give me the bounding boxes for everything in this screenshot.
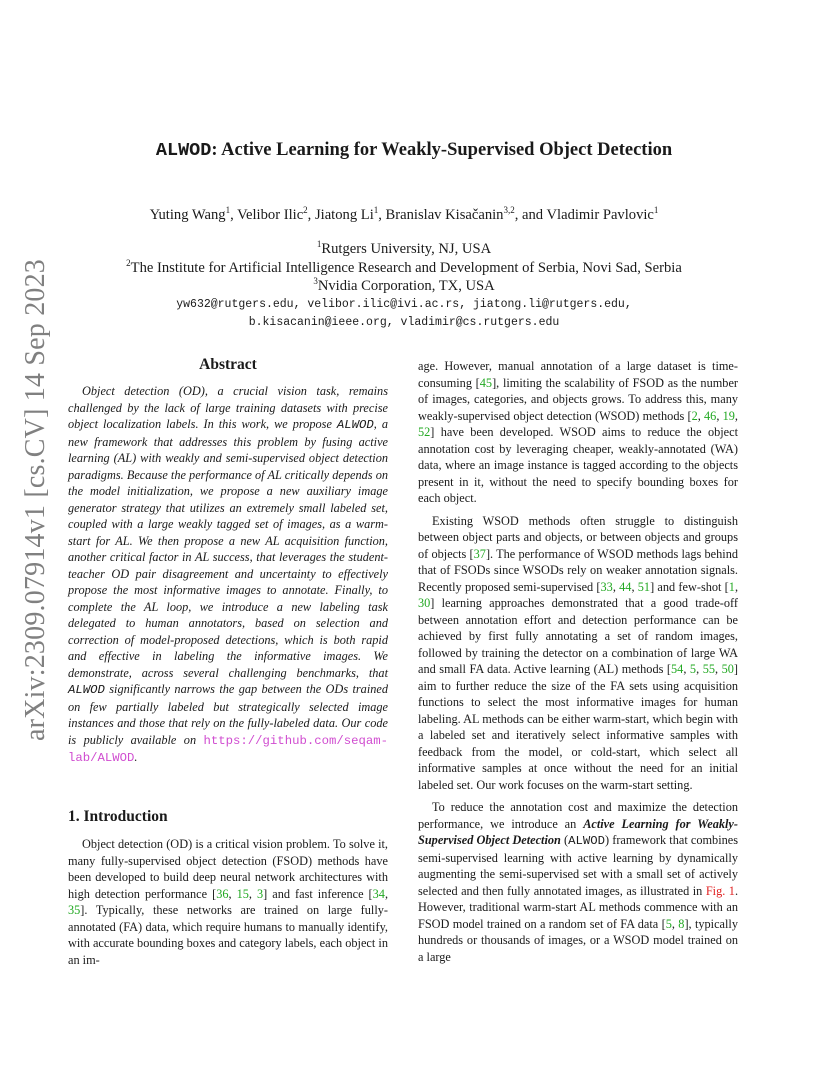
- code-repo-link[interactable]: https://github.com/seqam-lab/ALWOD: [68, 733, 388, 765]
- citation-link[interactable]: 2: [691, 408, 698, 423]
- right-column: [418, 358, 738, 971]
- citation-link[interactable]: 35: [68, 903, 81, 917]
- citation-group: 1, 30: [418, 579, 739, 610]
- affiliation-2: $^2$The Institute for Artificial Intelligence Research and Development of Serbia, Novi Sad, Serbia: [126, 258, 682, 276]
- citation-link[interactable]: 52: [418, 425, 431, 439]
- author-5: Vladimir Pavlovic$^1$: [546, 205, 659, 223]
- citation-link[interactable]: 3: [256, 886, 264, 901]
- citation-link[interactable]: 1: [728, 579, 735, 594]
- author-emails-line-2: b.kisacanin@ieee.org, vladimir@cs.rutgers.edu: [248, 316, 560, 329]
- citation-link[interactable]: 50: [721, 662, 734, 676]
- author-3: Jiatong Li$^1$,: [314, 205, 386, 223]
- citation-link[interactable]: 51: [637, 579, 651, 594]
- citation-group: [474, 547, 486, 561]
- citation-group: 34, 35: [68, 886, 389, 917]
- paragraph-wsod: age. However, manual annotation of a large dataset is time-consuming [45], limiting the scalability of FSOD as the number of images, categories, and objects grows. To address this, many weakly-supervised object detection (WSOD) methods [2, 46, 19, 52] have been developed. WSOD aims to reduce the object annotation cost by leveraging cheaper, weakly-annotated (WA) data, where an image instance is tagged according to the objects present in it, without the need to specify bounding boxes for each object.: [418, 359, 738, 505]
- author-4: Branislav Kisačanin$^{3,2}$, and: [385, 205, 547, 223]
- citation-group: 2, 46, 19, 52: [418, 408, 738, 439]
- section-heading-introduction: 1. Introduction: [68, 808, 168, 825]
- abstract-heading: Abstract: [199, 356, 257, 373]
- citation-link[interactable]: 34: [372, 886, 385, 901]
- paragraph-alwod-intro: To reduce the annotation cost and maximize the detection performance, we introduce an Active Learning for Weakly-Supervised Object Detection (ALWOD) framework that combines semi-supervised learning with active learning by dynamically augmenting the semi-supervised set with a small set of actively selected and then fully annotated images, as illustrated in Fig. 1. However, traditional warm-start AL methods commence with an FSOD model trained on a random set of FA data [5, 8], typically hundreds or thousands of images, or a WSOD model trained on a large: [418, 800, 739, 964]
- abstract-text: Object detection (OD), a crucial vision task, remains challenged by the lack of large training datasets with precise object localization labels. In this work, we propose ALWOD, a new framework that addresses this problem by fusing active learning (AL) with weakly and semi-supervised object detection paradigms. Because the performance of AL critically depends on the model initialization, we propose a new auxiliary image generator strategy that utilizes an extremely small labeled set, coupled with a large weakly tagged set of images, as a warm-start for AL. We then propose a new AL acquisition function, another critical factor in AL success, that leverages the student-teacher OD pair disagreement and uncertainty to effectively propose the most informative images to annotate. Finally, to complete the AL loop, we introduce a new labeling task delegated to human annotators, based on selection and correction of model-proposed detections, which is both rapid and effective in labeling the informative images. We demonstrate, across several challenging benchmarks, that ALWOD significantly narrows the gap between the ODs trained on few partially labeled but strategically selected image instances and those that rely on the fully-labeled data. Our code is publicly available on https://github.com/seqam-lab/ALWOD.: [68, 384, 388, 765]
- title-code: ALWOD: [155, 140, 212, 161]
- citation-link[interactable]: 44: [619, 579, 632, 594]
- citation-group: [480, 376, 492, 390]
- title-text: : Active Learning for Weakly-Supervised Object Detection: [211, 140, 673, 160]
- citation-link[interactable]: 8: [678, 916, 685, 931]
- author-emails-line-1: yw632@rutgers.edu, velibor.ilic@ivi.ac.rs, jiatong.li@rutgers.edu,: [176, 298, 632, 311]
- author-2: Velibor Ilic$^2$,: [237, 205, 315, 223]
- citation-link[interactable]: 46: [704, 408, 717, 423]
- abstract-code-1: ALWOD: [336, 418, 374, 432]
- citation-group: 54, 5, 55, 50: [671, 662, 734, 676]
- paragraph-existing-wsod: Existing WSOD methods often struggle to distinguish between object parts and objects, or between objects and groups of objects [37]. The performance of WSOD methods lags behind that of FSODs since WSODs rely on weaker annotation signals. Recently proposed semi-supervised [33, 44, 51] and few-shot [1, 30] learning approaches demonstrated that a good trade-off between annotation effort and detection performance can be achieved by first fully annotating a set of random images, followed by training the detector on a combination of large WA and small FA data. Active learning (AL) methods [54, 5, 55, 50] aim to further reduce the size of the FA sets using acquisition functions to select the most informative images for human labeling. AL methods can be either warm-start, which begin with a labeled set and iteratively select informative samples with feedback from the model, or cold-start, which select all informative samples at once without the need for an initial labeled set. Our work focuses on the warm-start setting.: [418, 513, 739, 792]
- citation-link[interactable]: 5: [689, 662, 697, 676]
- affiliation-3: $^3$Nvidia Corporation, TX, USA: [313, 276, 495, 294]
- citation-link[interactable]: 37: [473, 546, 486, 561]
- citation-link[interactable]: 19: [722, 408, 735, 423]
- citation-group: 36, 15, 3: [216, 886, 264, 901]
- citation-link[interactable]: 54: [671, 662, 684, 676]
- citation-link[interactable]: 33: [600, 579, 613, 594]
- citation-link[interactable]: 36: [216, 886, 229, 901]
- figure-1-reference[interactable]: Fig. 1: [705, 883, 735, 898]
- arxiv-side-stamp: arXiv:2309.07914v1 [cs.CV] 14 Sep 2023: [20, 258, 51, 742]
- author-1: Yuting Wang$^1$,: [149, 205, 238, 223]
- abstract-code-2: ALWOD: [68, 683, 105, 697]
- citation-group: 33, 44, 51: [600, 579, 651, 594]
- intro-paragraph-1: Object detection (OD) is a critical vision problem. To solve it, many fully-supervised object detection (FSOD) methods have been developed to build deep neural network architectures with high detection performance [36, 15, 3] and fast inference [34, 35]. Typically, these networks are trained on large fully-annotated (FA) data, which require humans to manually identify, with accurate bounding boxes and category labels, each object in an im-: [68, 837, 389, 967]
- citation-link[interactable]: 55: [702, 662, 715, 676]
- affiliation-1: $^1$Rutgers University, NJ, USA: [316, 239, 492, 257]
- author-list: [0, 207, 808, 224]
- citation-link[interactable]: 45: [479, 375, 493, 390]
- citation-link[interactable]: 15: [236, 886, 249, 901]
- citation-link[interactable]: 5: [665, 916, 672, 931]
- paper-title: [0, 140, 828, 161]
- citation-link[interactable]: 30: [418, 596, 431, 610]
- citation-group: 5, 8: [665, 916, 685, 931]
